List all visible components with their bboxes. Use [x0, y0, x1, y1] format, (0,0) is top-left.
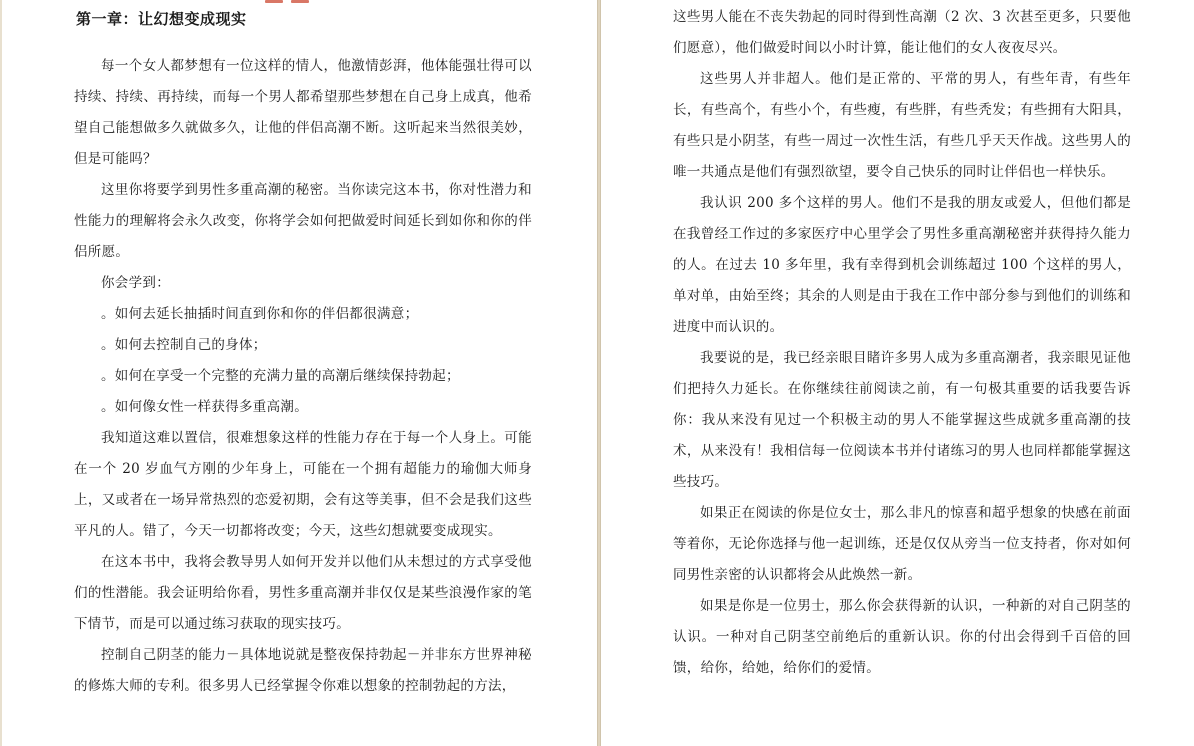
paragraph: 在这本书中，我将会教导男人如何开发并以他们从未想过的方式享受他们的性潜能。我会证明给你看，男性多重高潮并非仅仅是某些浪漫作家的笔下情节，而是可以通过练习获取的现实技巧。: [74, 554, 532, 632]
paragraph: 我知道这难以置信，很难想象这样的性能力存在于每一个人身上。可能在一个 20 岁血气方刚的少年身上，可能在一个拥有超能力的瑜伽大师身上，又或者在一场异常热烈的恋爱初期，会有这等美事，但不会是我们这些平凡的人。错了，今天一切都将改变；今天，这些幻想就要变成现实。: [74, 430, 532, 539]
paragraph-continued: 这些男人能在不丧失勃起的同时得到性高潮（2 次、3 次甚至更多，只要他们愿意），他们做爱时间以小时计算，能让他们的女人夜夜尽兴。: [673, 9, 1131, 56]
chapter-title: 第一章：让幻想变成现实: [76, 10, 247, 28]
right-page-content: [673, 2, 1131, 684]
paragraph: 这里你将要学到男性多重高潮的秘密。当你读完这本书，你对性潜力和性能力的理解将会永久改变，你将学会如何把做爱时间延长到如你和你的伴侣所愿。: [74, 182, 532, 260]
list-item: 。如何去控制自己的身体；: [101, 337, 267, 353]
list-item: 。如何在享受一个完整的充满力量的高潮后继续保持勃起；: [101, 368, 460, 384]
paragraph: 你会学到：: [101, 275, 170, 291]
list-item: 。如何去延长抽插时间直到你和你的伴侣都很满意；: [101, 306, 419, 322]
list-item: 。如何像女性一样获得多重高潮。: [101, 399, 308, 415]
paragraph: 每一个女人都梦想有一位这样的情人，他激情彭湃，他体能强壮得可以持续、持续、再持续，而每一个男人都希望那些梦想在自己身上成真，他希望自己能想做多久就做多久，让他的伴侣高潮不断。这听起来当然很美妙，但是可能吗？: [74, 58, 532, 167]
paragraph: 如果正在阅读的你是位女士，那么非凡的惊喜和超乎想象的快感在前面等着你，无论你选择与他一起训练，还是仅仅从旁当一位支持者，你对如何同男性亲密的认识都将会从此焕然一新。: [673, 505, 1131, 583]
paragraph: 这些男人并非超人。他们是正常的、平常的男人，有些年青，有些年长，有些高个，有些小个，有些瘦，有些胖，有些秃发；有些拥有大阳具，有些只是小阴茎，有些一周过一次性生活，有些几乎天天作战。这些男人的唯一共通点是他们有强烈欲望，要令自己快乐的同时让伴侣也一样快乐。: [673, 71, 1131, 180]
paragraph: 我认识 200 多个这样的男人。他们不是我的朋友或爱人，但他们都是在我曾经工作过的多家医疗中心里学会了男性多重高潮秘密并获得持久能力的人。在过去 10 多年里，我有幸得到机会训练超过 100 个这样的男人，单对单，由始至终；其余的人则是由于我在工作中部分参与到他们的训练和进度中而认识的。: [673, 195, 1131, 335]
paragraph: 控制自己阴茎的能力－具体地说就是整夜保持勃起－并非东方世界神秘的修炼大师的专利。很多男人已经掌握令你难以想象的控制勃起的方法，: [74, 647, 532, 694]
paragraph: 如果是你是一位男士，那么你会获得新的认识，一种新的对自己阴茎的认识。一种对自己阴茎空前绝后的重新认识。你的付出会得到千百倍的回馈，给你，给她，给你们的爱情。: [673, 598, 1131, 676]
paragraph: 我要说的是，我已经亲眼目睹许多男人成为多重高潮者，我亲眼见证他们把持久力延长。在你继续往前阅读之前，有一句极其重要的话我要告诉你：我从来没有见过一个积极主动的男人不能掌握这些成就多重高潮的技术，从来没有！我相信每一位阅读本书并付诸练习的男人也同样都能掌握这些技巧。: [673, 350, 1131, 490]
left-page-content: [74, 0, 532, 702]
right-page: [601, 0, 1194, 746]
